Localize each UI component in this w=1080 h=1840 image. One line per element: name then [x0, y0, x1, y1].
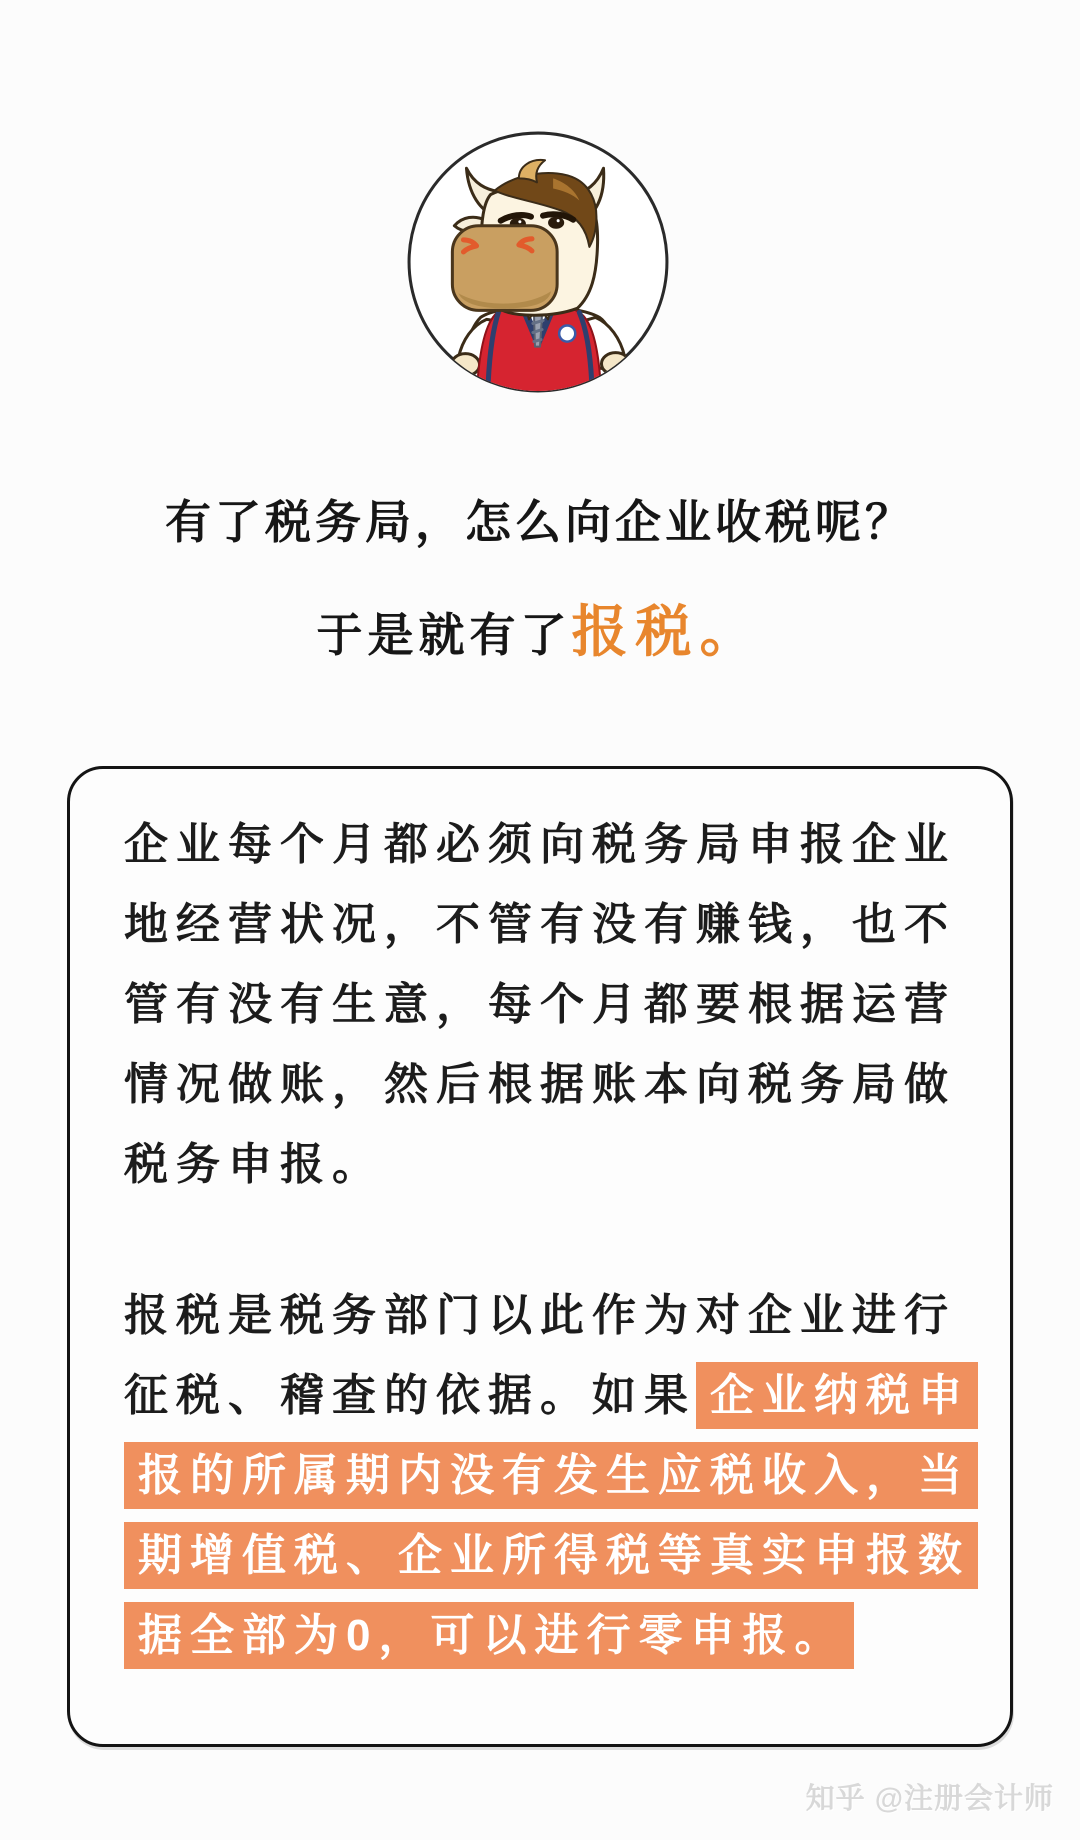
- highlighted-text: 据全部为0，可以进行零申报。: [124, 1602, 854, 1669]
- headline-accent-text: 报税: [571, 600, 700, 663]
- highlighted-text: 企业纳税申: [696, 1362, 978, 1429]
- headline-line2-prefix: 于是就有了: [316, 609, 572, 661]
- plain-text: 企业每个月都必须向税务局申报企业: [124, 820, 956, 869]
- info-box: [67, 766, 1013, 1747]
- text-line: [124, 1436, 970, 1516]
- bull-mascot-avatar: [402, 126, 674, 398]
- plain-text: 情况做账，然后根据账本向税务局做: [124, 1060, 956, 1109]
- text-line: [124, 1596, 956, 1676]
- text-line: [124, 885, 956, 965]
- highlighted-text: 报的所属期内没有发生应税收入，当: [124, 1442, 978, 1509]
- bull-mascot-illustration: [402, 126, 674, 398]
- text-line: [124, 1125, 956, 1205]
- paragraph-1: [124, 805, 956, 1205]
- text-line: [124, 1045, 956, 1125]
- text-line: [124, 805, 956, 885]
- plain-text: 报税是税务部门以此作为对企业进行: [124, 1291, 956, 1340]
- text-line: [124, 965, 956, 1045]
- headline-line2: [0, 588, 1080, 668]
- zhihu-watermark: 知乎 @注册会计师: [805, 1783, 1054, 1815]
- text-line: [124, 1356, 970, 1436]
- plain-text: 征税、稽查的依据。如果: [124, 1371, 696, 1420]
- paragraph-2: [124, 1276, 970, 1676]
- plain-text: 管有没有生意，每个月都要根据运营: [124, 980, 956, 1029]
- text-line: [124, 1276, 956, 1356]
- headline-line1: 有了税务局，怎么向企业收税呢？: [165, 496, 915, 548]
- text-line: [124, 1516, 970, 1596]
- plain-text: 税务申报。: [124, 1140, 384, 1189]
- headline-accent-period: 。: [699, 600, 764, 663]
- highlighted-text: 期增值税、企业所得税等真实申报数: [124, 1522, 978, 1589]
- plain-text: 地经营状况，不管有没有赚钱，也不: [124, 900, 956, 949]
